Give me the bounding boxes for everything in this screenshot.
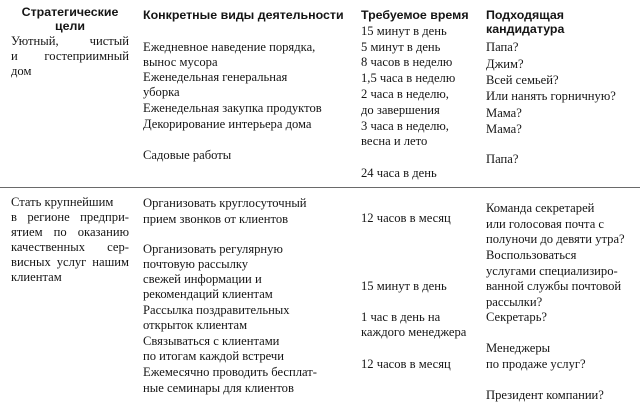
candidate-2-1c: полуночи до девяти утра? bbox=[486, 232, 625, 246]
activity-2-2d: рекомендаций клиентам bbox=[143, 287, 273, 301]
activity-2-1: Организовать круглосуточный bbox=[143, 196, 307, 210]
time-2-3b: каждого менеджера bbox=[361, 325, 467, 339]
activity-2-5: Ежемесячно проводить бесплат- bbox=[143, 365, 317, 379]
time-1-2: 5 минут в день bbox=[361, 40, 441, 54]
time-1-5: 2 часа в неделю, bbox=[361, 87, 449, 101]
time-2-4: 12 часов в месяц bbox=[361, 357, 451, 371]
candidate-2-2d: рассылки? bbox=[486, 295, 543, 309]
activity-2-1b: прием звонков от клиентов bbox=[143, 212, 289, 226]
section-divider bbox=[0, 187, 640, 188]
goal-1-line: и гостеприимный bbox=[11, 49, 129, 63]
candidate-1-1: Папа? bbox=[486, 40, 519, 54]
candidate-2-3: Секретарь? bbox=[486, 310, 548, 324]
time-2-1: 12 часов в месяц bbox=[361, 211, 451, 225]
candidate-2-5: Президент компании? bbox=[486, 388, 604, 402]
header-goals bbox=[10, 5, 130, 33]
header-candidate-line: кандидатура bbox=[486, 22, 565, 36]
goal-1-line: Уютный, чистый bbox=[11, 34, 129, 48]
time-1-3: 8 часов в неделю bbox=[361, 55, 453, 69]
candidate-1-2: Джим? bbox=[486, 57, 524, 71]
candidate-2-2b: услугами специализиро- bbox=[486, 264, 618, 278]
time-1-5b: до завершения bbox=[361, 103, 440, 117]
candidate-1-5: Мама? bbox=[486, 106, 522, 120]
goal-2-line: клиентам bbox=[11, 270, 62, 284]
activity-2-2: Организовать регулярную bbox=[143, 242, 283, 256]
activity-2-5b: ные семинары для клиентов bbox=[143, 381, 294, 395]
candidate-1-4: Или нанять горничную? bbox=[486, 89, 616, 103]
activity-1-1b: вынос мусора bbox=[143, 55, 218, 69]
header-goals-line: Стратегические bbox=[21, 5, 119, 19]
activity-1-2: Еженедельная генеральная bbox=[143, 70, 288, 84]
time-2-2: 15 минут в день bbox=[361, 279, 447, 293]
time-1-6: 3 часа в неделю, bbox=[361, 119, 449, 133]
header-goals-line: цели bbox=[55, 19, 85, 33]
goal-2-line: висных услуг нашим bbox=[11, 255, 129, 269]
activity-2-4b: по итогам каждой встречи bbox=[143, 349, 285, 363]
time-2-3: 1 час в день на bbox=[361, 310, 441, 324]
time-1-6b: весна и лето bbox=[361, 134, 428, 148]
candidate-2-1b: или голосовая почта с bbox=[486, 217, 605, 231]
candidate-2-4b: по продаже услуг? bbox=[486, 357, 586, 371]
candidate-2-4: Менеджеры bbox=[486, 341, 551, 355]
candidate-2-2c: ванной службы почтовой bbox=[486, 279, 622, 293]
goal-1-line: дом bbox=[11, 64, 32, 78]
header-candidate bbox=[486, 8, 564, 36]
goal-2 bbox=[11, 195, 129, 285]
candidate-1-3: Всей семьей? bbox=[486, 73, 559, 87]
header-candidate-line: Подходящая bbox=[486, 8, 564, 22]
activity-1-3: Еженедельная закупка продуктов bbox=[143, 101, 322, 115]
activity-1-1: Ежедневное наведение порядка, bbox=[143, 40, 316, 54]
time-1-4: 1,5 часа в неделю bbox=[361, 71, 456, 85]
activity-2-3b: открыток клиентам bbox=[143, 318, 248, 332]
goal-2-line: ятием по оказанию bbox=[11, 225, 129, 239]
candidate-1-6: Мама? bbox=[486, 122, 522, 136]
activity-2-4: Связываться с клиентами bbox=[143, 334, 280, 348]
time-1-1: 15 минут в день bbox=[361, 24, 447, 38]
candidate-1-7: Папа? bbox=[486, 152, 519, 166]
goal-2-line: Стать крупнейшим bbox=[11, 195, 114, 209]
activity-2-3: Рассылка поздравительных bbox=[143, 303, 290, 317]
activity-1-5: Садовые работы bbox=[143, 148, 232, 162]
activity-1-2b: уборка bbox=[143, 85, 180, 99]
candidate-2-1: Команда секретарей bbox=[486, 201, 595, 215]
goal-2-line: качественных сер- bbox=[11, 240, 129, 254]
goal-1 bbox=[11, 34, 129, 79]
header-activities: Конкретные виды деятельности bbox=[143, 8, 344, 22]
activity-1-4: Декорирование интерьера дома bbox=[143, 117, 312, 131]
candidate-2-2: Воспользоваться bbox=[486, 248, 577, 262]
header-time: Требуемое время bbox=[361, 8, 469, 22]
activity-2-2c: свежей информации и bbox=[143, 272, 262, 286]
activity-2-2b: почтовую рассылку bbox=[143, 257, 249, 271]
goal-2-line: в регионе предпри- bbox=[11, 210, 129, 224]
time-1-7: 24 часа в день bbox=[361, 166, 437, 180]
